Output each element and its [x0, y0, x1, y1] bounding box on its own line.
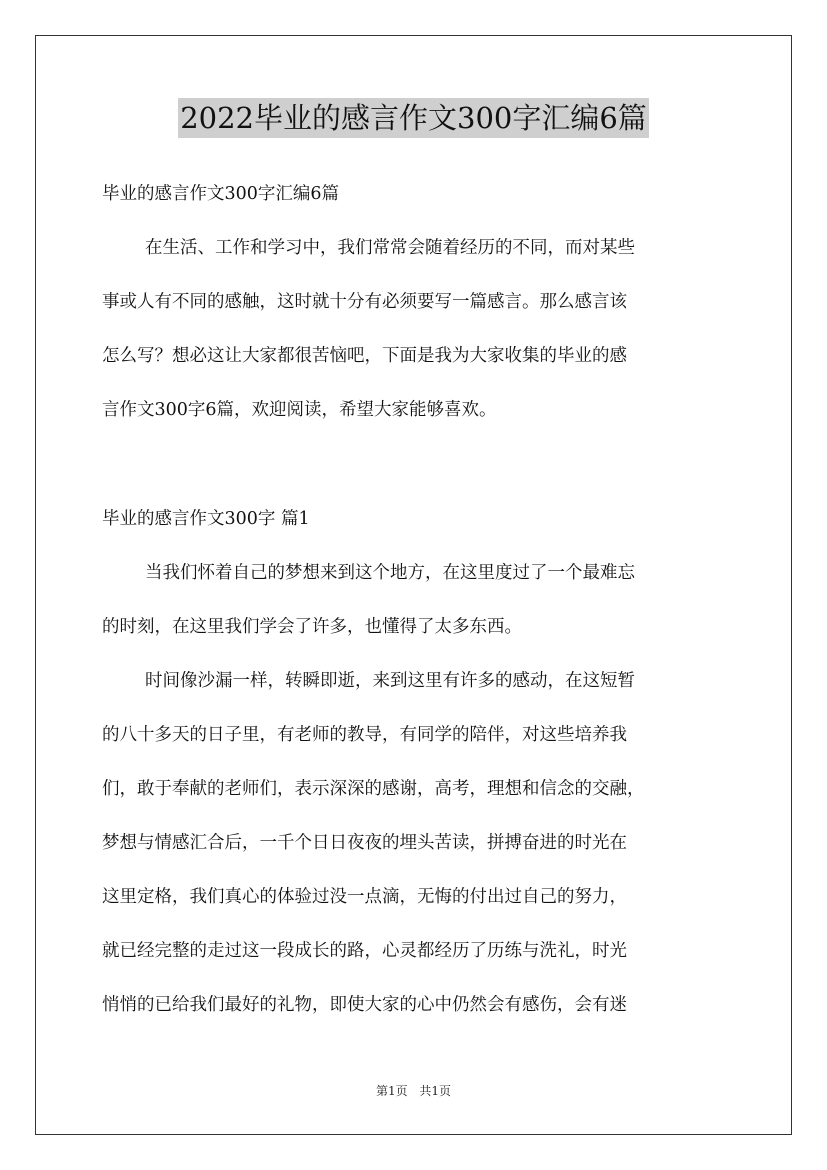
para2-line-4: 梦想与情感汇合后，一千个日日夜夜的埋头苦读，拼搏奋进的时光在 [102, 833, 627, 853]
title-container [0, 98, 827, 138]
intro-line-1: 在生活、工作和学习中，我们常常会随着经历的不同，而对某些 [145, 238, 635, 258]
para2-line-5: 这里定格，我们真心的体验过没一点滴，无悔的付出过自己的努力， [102, 887, 627, 907]
intro-line-4: 言作文300字6篇，欢迎阅读，希望大家能够喜欢。 [102, 400, 497, 420]
document-subtitle: 毕业的感言作文300字汇编6篇 [102, 184, 340, 204]
para2-line-3: 们，敢于奉献的老师们，表示深深的感谢，高考，理想和信念的交融， [102, 779, 645, 799]
para2-line-7: 悄悄的已给我们最好的礼物，即使大家的心中仍然会有感伤，会有迷 [102, 995, 627, 1015]
para2-line-6: 就已经完整的走过这一段成长的路，心灵都经历了历练与洗礼，时光 [102, 941, 627, 961]
para2-line-1: 时间像沙漏一样，转瞬即逝，来到这里有许多的感动，在这短暂 [145, 671, 635, 691]
para1-line-1: 当我们怀着自己的梦想来到这个地方，在这里度过了一个最难忘 [145, 563, 635, 583]
para1-line-2: 的时刻，在这里我们学会了许多，也懂得了太多东西。 [102, 617, 522, 637]
para2-line-2: 的八十多天的日子里，有老师的教导，有同学的陪伴，对这些培养我 [102, 725, 627, 745]
intro-line-3: 怎么写？想必这让大家都很苦恼吧，下面是我为大家收集的毕业的感 [102, 346, 627, 366]
intro-line-2: 事或人有不同的感触，这时就十分有必须要写一篇感言。那么感言该 [102, 292, 627, 312]
document-title: 2022毕业的感言作文300字汇编6篇 [178, 98, 649, 138]
page-footer [0, 1082, 827, 1099]
section-heading: 毕业的感言作文300字 篇1 [102, 509, 310, 529]
total-pages: 共1页 [419, 1084, 452, 1098]
page-number: 第1页 [375, 1084, 408, 1098]
